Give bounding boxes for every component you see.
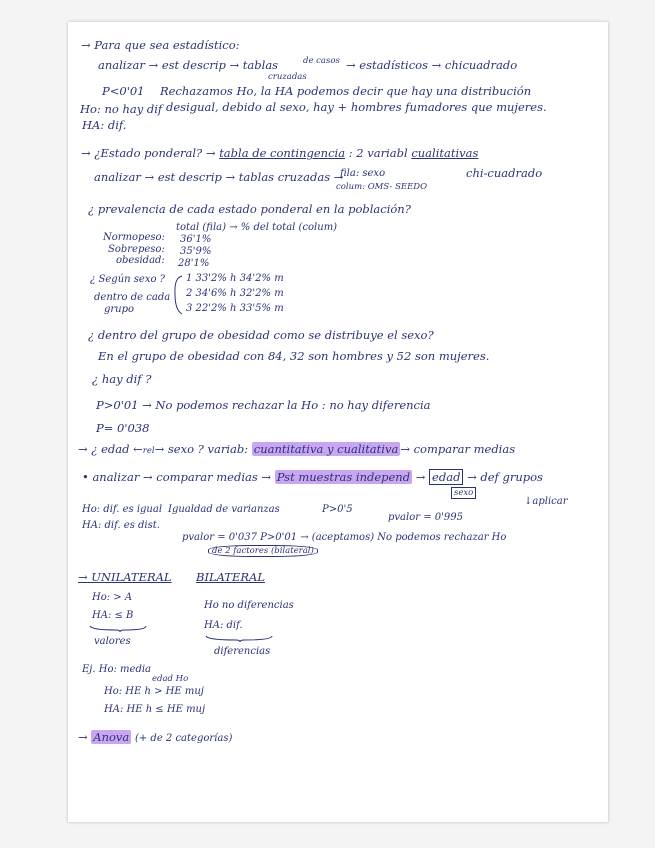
sexo-variab-text: → sexo ? variab:: [154, 442, 249, 456]
bilateral-text: BILATERAL: [196, 570, 265, 584]
line-analizar-1-cont: → estadísticos → chicuadrado: [346, 58, 518, 72]
edad-text: → ¿ edad ←: [78, 442, 143, 456]
heading-bilateral: [196, 570, 265, 584]
line-analizar-2: analizar → est descrip → tablas cruzadas →: [94, 170, 344, 184]
grouping-bracket: [172, 276, 184, 316]
aplicar-label: ↓aplicar: [524, 496, 568, 507]
line-dentro-obesidad: ¿ dentro del grupo de obesidad como se distribuye el sexo?: [88, 328, 434, 342]
label-normopeso: Normopeso:: [103, 232, 165, 243]
highlight-cuantitativa: cuantitativa y cualitativa: [253, 442, 399, 456]
bilateral-brace: [204, 634, 274, 642]
value-sobrepeso: 35'9%: [180, 246, 212, 257]
rel-text: rel: [142, 446, 155, 456]
hypothesis-h0-2: Ho: dif. es igual: [82, 504, 163, 515]
bilateral-ha: HA: dif.: [204, 620, 243, 631]
line-analizar-1: analizar → est descrip → tablas: [98, 58, 279, 72]
comparar-medias-text: → comparar medias: [400, 442, 516, 456]
line-anova: [78, 730, 232, 745]
heading-unilateral: [78, 570, 172, 584]
line-total-fila: total (fila) → % del total (colum): [176, 222, 338, 233]
dos-factores-oval: de 2 factores (bilateral): [208, 545, 318, 557]
label-diferencias: diferencias: [214, 646, 271, 657]
label-obesidad: obesidad:: [116, 255, 165, 266]
line-hay-dif: ¿ hay dif ?: [92, 372, 152, 386]
pvalue-1: P<0'01: [102, 84, 145, 98]
unilateral-h0: Ho: > A: [92, 592, 133, 603]
chi-cuadrado-label: chi-cuadrado: [466, 166, 543, 180]
anova-categorias: (+ de 2 categorías): [134, 733, 233, 744]
pvalor-0995: pvalor = 0'995: [388, 512, 463, 523]
note-cruzadas: cruzadas: [268, 72, 307, 82]
arrow-text: →: [415, 470, 426, 484]
variables-text: : 2 variabl: [348, 146, 408, 160]
anova-arrow: →: [78, 730, 88, 744]
label-segun-sexo: ¿ Según sexo ?: [90, 274, 166, 285]
highlight-pst-muestras: Pst muestras independ: [276, 470, 411, 484]
row-grupo-1: 1 33'2% h 34'2% m: [186, 273, 284, 284]
line-rechazamos: Rechazamos Ho, la HA podemos decir que hay una distribución: [160, 84, 532, 98]
line-estadistico: → Para que sea estadístico:: [81, 38, 240, 52]
tabla-contingencia-text: tabla de contingencia: [219, 146, 346, 160]
value-normopeso: 36'1%: [180, 234, 212, 245]
hypothesis-ha-1: HA: dif.: [82, 118, 127, 132]
example-ha: HA: HE h ≤ HE muj: [104, 704, 206, 715]
line-desigual: desigual, debido al sexo, hay + hombres fumadores que mujeres.: [166, 100, 547, 114]
unilateral-brace: [88, 624, 148, 632]
notebook-page: [68, 22, 608, 822]
highlight-anova: Anova: [93, 730, 130, 744]
line-pvalor-0037: pvalor = 0'037 P>0'01 → (aceptamos) No podemos rechazar Ho: [182, 532, 507, 543]
note-de-casos: de casos: [303, 56, 340, 66]
example-edad: edad Ho: [152, 674, 189, 684]
line-analizar-3: [82, 470, 543, 484]
line-estado-ponderal: [81, 146, 478, 160]
edad-box: edad: [429, 469, 463, 485]
hypothesis-ha-2: HA: dif. es dist.: [82, 520, 160, 531]
p-mayor-05: P>0'5: [322, 504, 353, 515]
label-valores: valores: [94, 636, 131, 647]
line-p-038: P= 0'038: [96, 421, 150, 435]
label-dentro-de-cada: dentro de cada: [94, 292, 171, 303]
note-fila-sexo: fila: sexo: [340, 168, 386, 179]
line-igualdad-varianzas: Igualdad de varianzas: [168, 504, 280, 515]
cualitativas-text: cualitativas: [411, 146, 479, 160]
note-dos-factores: [208, 546, 318, 556]
sexo-box-label: [451, 488, 476, 498]
label-grupo: grupo: [104, 304, 135, 315]
label-sobrepeso: Sobrepeso:: [108, 244, 165, 255]
estado-ponderal-text: → ¿Estado ponderal? →: [81, 146, 216, 160]
bilateral-h0: Ho no diferencias: [204, 600, 294, 611]
line-edad-sexo: [78, 442, 515, 456]
unilateral-ha: HA: ≤ B: [92, 610, 134, 621]
line-prevalencia: ¿ prevalencia de cada estado ponderal en la población?: [88, 202, 411, 216]
sexo-box: sexo: [451, 487, 476, 499]
hypothesis-h0-1: Ho: no hay dif: [80, 102, 163, 116]
value-obesidad: 28'1%: [178, 258, 210, 269]
row-grupo-3: 3 22'2% h 33'5% m: [186, 303, 284, 314]
line-p-mayor: P>0'01 → No podemos rechazar la Ho : no hay diferencia: [96, 398, 431, 412]
def-grupos-text: → def grupos: [467, 470, 543, 484]
example-label: Ej. Ho: media: [82, 664, 152, 675]
line-grupo-obesidad: En el grupo de obesidad con 84, 32 son hombres y 52 son mujeres.: [98, 349, 490, 363]
example-h0: Ho: HE h > HE muj: [104, 686, 204, 697]
unilateral-text: → UNILATERAL: [78, 570, 172, 584]
note-colum-oms: colum: OMS- SEEDO: [336, 182, 428, 192]
row-grupo-2: 2 34'6% h 32'2% m: [186, 288, 284, 299]
analizar-comparar-text: • analizar → comparar medias →: [82, 470, 272, 484]
